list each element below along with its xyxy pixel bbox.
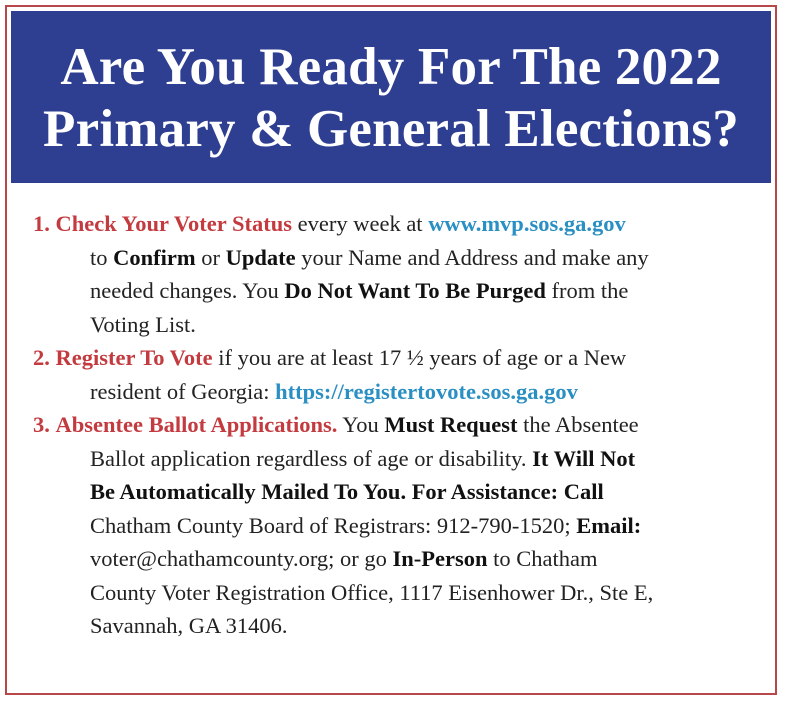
item-text: the Absentee	[517, 412, 639, 437]
item-line	[7, 207, 779, 241]
item-number: 1.	[33, 211, 50, 236]
item-emphasis: Be Automatically Mailed To You. For Assistance: Call	[90, 479, 604, 504]
item-emphasis: In-Person	[392, 546, 488, 571]
item-emphasis: Email:	[576, 512, 642, 538]
mvp-link[interactable]: www.mvp.sos.ga.gov	[428, 211, 626, 236]
item-text: resident of Georgia:	[90, 378, 276, 404]
item-line	[7, 274, 779, 308]
item-text: to	[90, 244, 114, 270]
item-text: if you are at least 17 ½ years of age or a New	[212, 345, 627, 370]
item-line	[7, 241, 779, 275]
register-link[interactable]: https://registertovote.sos.ga.gov	[275, 378, 578, 404]
item-heading: Register To Vote	[55, 345, 213, 370]
item-line	[7, 475, 779, 509]
item-text: voter@chathamcounty.org; or go	[90, 546, 393, 571]
item-emphasis: Do Not Want To Be Purged	[284, 278, 546, 303]
banner-title-line-2: Primary & General Elections?	[43, 100, 739, 158]
item-text: Ballot application regardless of age or disability.	[90, 445, 533, 471]
item-line	[7, 375, 779, 409]
item-heading: Check Your Voter Status	[55, 211, 292, 236]
instructions-list	[7, 207, 779, 643]
item-line	[7, 442, 779, 476]
item-number: 3.	[33, 412, 50, 437]
item-emphasis: It Will Not	[532, 445, 636, 471]
title-banner	[11, 11, 771, 183]
item-text: County Voter Registration Office, 1117 Eisenhower Dr., Ste E,	[90, 579, 654, 605]
item-text: every week at	[292, 211, 429, 236]
list-item-register	[7, 341, 779, 408]
item-emphasis: Update	[225, 244, 296, 270]
item-text: or	[195, 244, 226, 270]
item-line	[7, 609, 779, 643]
item-text: You	[337, 412, 385, 437]
item-emphasis: Must Request	[384, 412, 518, 437]
item-text: Voting List.	[90, 311, 196, 337]
item-number: 2.	[33, 345, 50, 370]
item-text: to Chatham	[487, 546, 598, 571]
list-item-check-status	[7, 207, 779, 341]
list-item-absentee	[7, 408, 779, 643]
item-line	[7, 542, 779, 576]
item-line	[7, 408, 779, 442]
banner-title-line-1: Are You Ready For The 2022	[60, 38, 722, 96]
item-emphasis: Confirm	[113, 244, 196, 270]
item-heading: Absentee Ballot Applications.	[55, 412, 338, 437]
item-line	[7, 576, 779, 610]
item-line	[7, 341, 779, 375]
item-line	[7, 308, 779, 342]
flyer-frame	[5, 5, 777, 695]
item-line	[7, 509, 779, 543]
item-text: Savannah, GA 31406.	[90, 613, 288, 638]
item-text: from the	[545, 278, 629, 303]
item-text: needed changes. You	[90, 278, 285, 303]
item-text: your Name and Address and make any	[295, 244, 649, 270]
item-text: Chatham County Board of Registrars: 912-790-1520;	[90, 512, 577, 538]
